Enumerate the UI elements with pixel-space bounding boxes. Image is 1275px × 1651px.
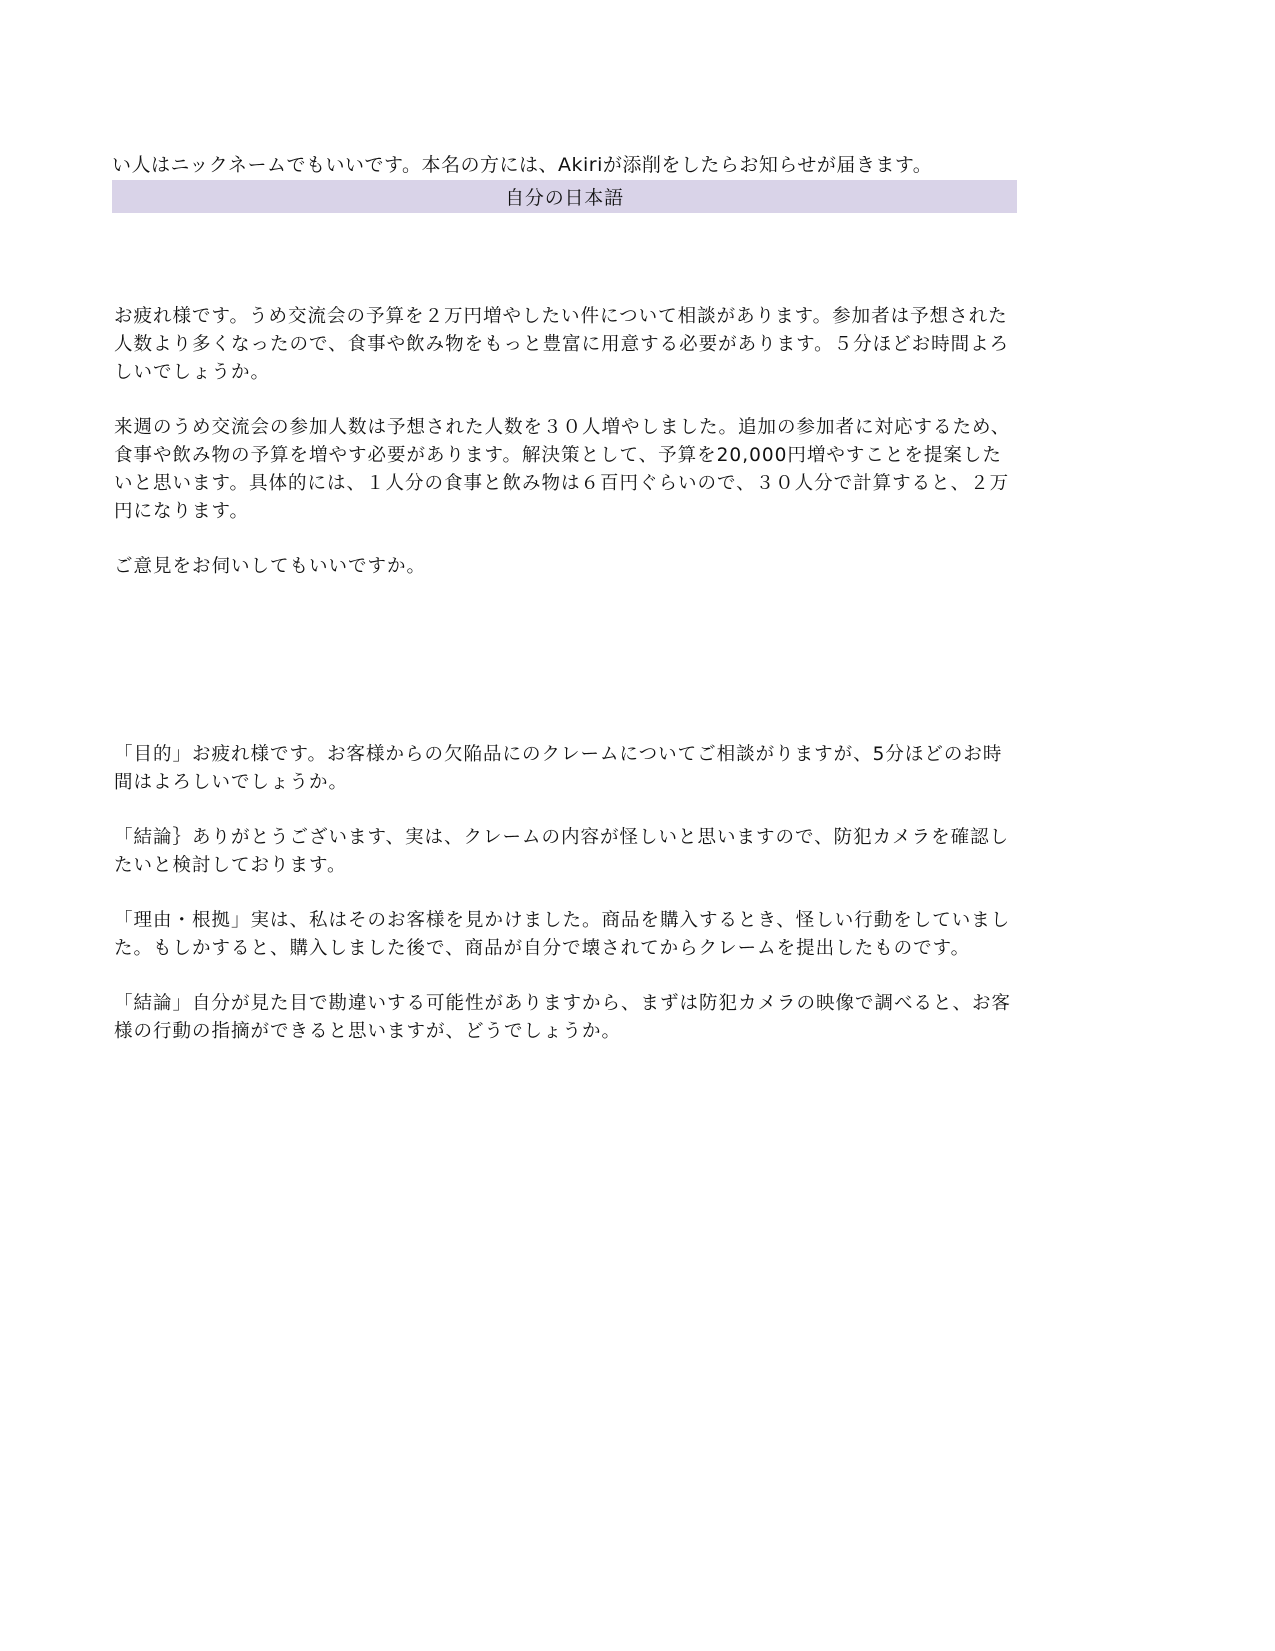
paragraph-2-4: 「結論」自分が見た目で勘違いする可能性がありますから、まずは防犯カメラの映像で調べると、お客様の行動の指摘ができると思いますが、どうでしょうか。 (114, 993, 1012, 1042)
section-1-text (114, 303, 1014, 581)
section-header-label: 自分の日本語 (505, 187, 624, 209)
section-2-text (114, 741, 1014, 1046)
paragraph-2-2: 「結論｝ありがとうございます、実は、クレームの内容が怪しいと思いますので、防犯カメラを確認したいと検討しております。 (114, 827, 1010, 876)
paragraph-2-3: 「理由・根拠」実は、私はそのお客様を見かけました。商品を購入するとき、怪しい行動をしていました。もしかすると、購入しました後で、商品が自分で壊されてからクレームを提出したものです。 (114, 910, 1011, 959)
paragraph-2-1: 「目的」お疲れ様です。お客様からの欠陥品にのクレームについてご相談がりますが、5分ほどのお時間はよろしいでしょうか。 (114, 744, 1003, 793)
paragraph-1-2: 来週のうめ交流会の参加人数は予想された人数を３０人増やしました。追加の参加者に対応するため、食事や飲み物の予算を増やす必要があります。解決策として、予算を20,000円増やすことを提案したいと思います。具体的には、１人分の食事と飲み物は６百円ぐらいので、３０人分で計算すると、２万円になります。 (114, 417, 1011, 522)
paragraph-1-3: ご意見をお伺いしてもいいですか。 (114, 556, 427, 577)
top-note: い人はニックネームでもいいです。本名の方には、Akiriが添削をしたらお知らせが届きます。 (112, 154, 933, 176)
paragraph-1-1: お疲れ様です。うめ交流会の予算を２万円増やしたい件について相談があります。参加者は予想された人数より多くなったので、食事や飲み物をもっと豊富に用意する必要があります。５分ほどお時間よろしいでしょうか。 (114, 306, 1010, 383)
section-header (112, 180, 1017, 213)
